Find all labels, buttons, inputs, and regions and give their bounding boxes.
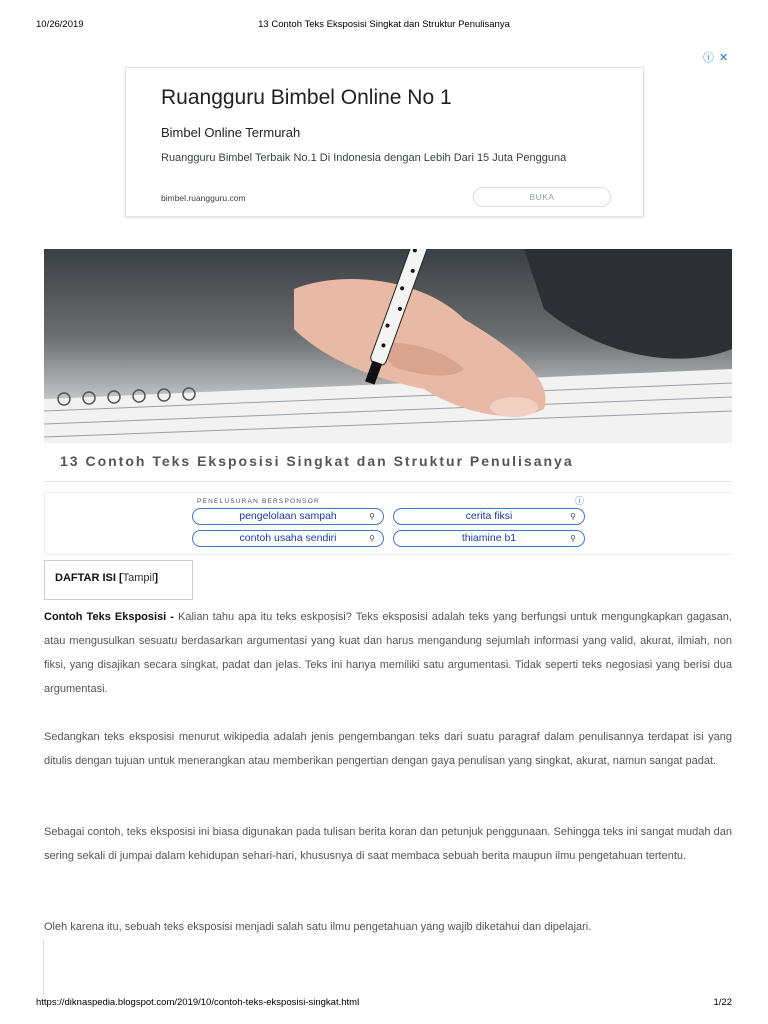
article-paragraph-2: Sedangkan teks eksposisi menurut wikipedia adalah jenis pengembangan teks dari suatu paragraf dalam penulisannya terdapat isi yang ditulis dengan tujuan untuk menerangkan atau memberikan pengertian dengan gaya penulisan yang singkat, akurat, namun sangat padat. (44, 731, 732, 767)
sponsored-search-label: pengelolaan sampah (239, 510, 337, 522)
hero-caption-bar (44, 443, 732, 482)
article-lead: Contoh Teks Eksposisi - (44, 611, 174, 623)
sponsored-search-block (44, 492, 733, 555)
hand-writing-illustration (44, 249, 732, 443)
sponsored-search-item[interactable] (393, 530, 585, 547)
table-of-contents (44, 560, 193, 600)
sponsored-search-label: cerita fiksi (465, 510, 513, 522)
sponsored-search-label: contoh usaha sendiri (239, 532, 337, 544)
toc-toggle-link[interactable]: Tampil (122, 572, 155, 584)
print-footer-url: https://diknaspedia.blogspot.com/2019/10/contoh-teks-eksposisi-singkat.html (36, 997, 360, 1008)
search-icon: ⚲ (369, 512, 375, 521)
ad-title[interactable]: Ruangguru Bimbel Online No 1 (161, 86, 452, 109)
sponsored-search-item[interactable] (393, 508, 585, 525)
article-paragraph-1: Contoh Teks Eksposisi - Kalian tahu apa itu teks eskposisi? Teks eksposisi adalah teks yang berfungsi untuk mengungkapkan gagasan, atau mengusulkan sesuatu berdasarkan argumentasi yang kuat dan harus mengandung sejumlah informasi yang valid, akurat, ilmiah, non fiksi, yang disajikan secara singkat, padat dan jelas. Teks ini hanya memiliki satu argumentasi. Tidak seperti teks negosiasi yang berisi dua argumentasi. (44, 611, 732, 695)
info-icon[interactable]: ⓘ (575, 496, 585, 506)
hero-image (44, 249, 732, 443)
search-icon: ⚲ (369, 534, 375, 543)
ad-open-button[interactable]: BUKA (473, 187, 611, 207)
ad-choices-icon[interactable]: ⓘ ✕ (703, 52, 730, 64)
ad-banner[interactable] (125, 67, 644, 217)
print-page-number: 1/22 (713, 997, 732, 1008)
search-icon: ⚲ (570, 512, 576, 521)
print-title: 13 Contoh Teks Eksposisi Singkat dan Struktur Penulisanya (258, 19, 510, 30)
content-border-line (43, 940, 44, 995)
article-paragraph-3: Sebagai contoh, teks eksposisi ini biasa digunakan pada tulisan berita koran dan petunjuk penggunaan. Sehingga teks ini sangat mudah dan sering sekali di jumpai dalam kehidupan sehari-hari, khususnya di saat membaca sebuah berita maupun ilmu pengetahuan tertentu. (44, 826, 732, 862)
sponsored-search-item[interactable] (192, 508, 384, 525)
sponsored-search-item[interactable] (192, 530, 384, 547)
ad-display-url[interactable]: bimbel.ruangguru.com (161, 193, 246, 203)
article-paragraph-4: Oleh karena itu, sebuah teks eksposisi menjadi salah satu ilmu pengetahuan yang wajib diketahui dan dipelajari. (44, 921, 592, 933)
sponsored-search-label: thiamine b1 (461, 532, 517, 544)
ad-subtitle: Bimbel Online Termurah (161, 125, 301, 140)
print-date: 10/26/2019 (36, 19, 84, 30)
search-icon: ⚲ (570, 534, 576, 543)
article-title: 13 Contoh Teks Eksposisi Singkat dan Struktur Penulisanya (60, 453, 574, 469)
toc-title: DAFTAR ISI [Tampil] (55, 572, 159, 584)
sponsored-label: PENELUSURAN BERSPONSOR (197, 498, 320, 505)
ad-description: Ruangguru Bimbel Terbaik No.1 Di Indonesia dengan Lebih Dari 15 Juta Pengguna (161, 152, 567, 164)
